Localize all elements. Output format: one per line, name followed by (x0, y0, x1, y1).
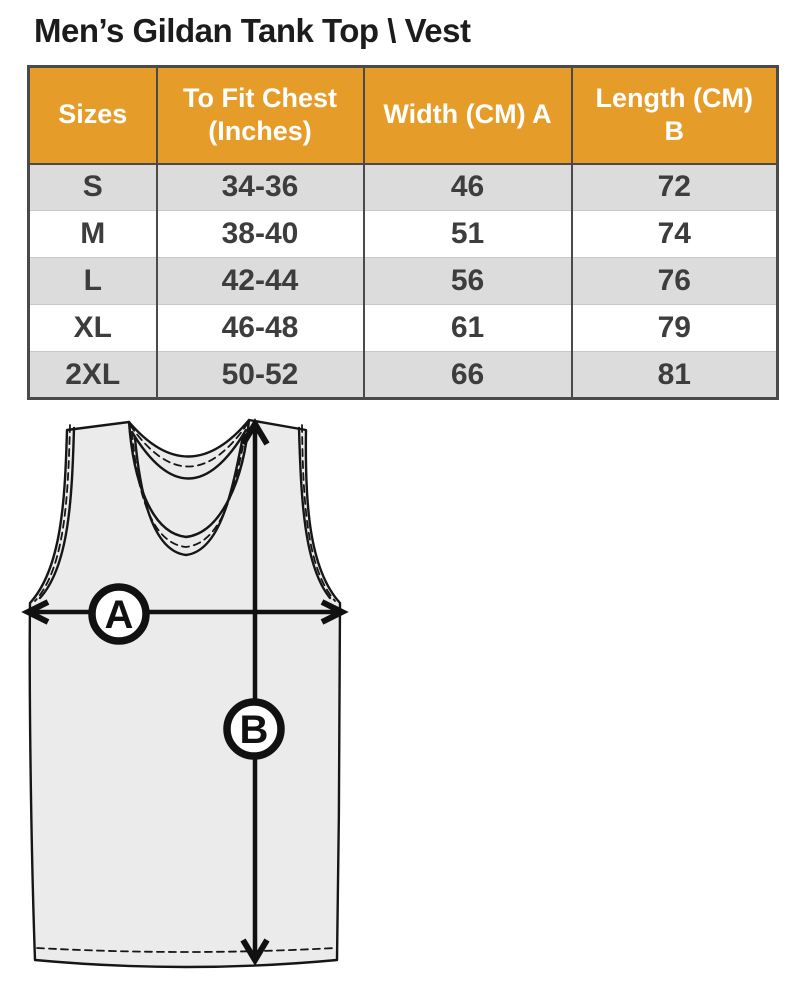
cell-size: L (29, 258, 157, 305)
cell-size: M (29, 211, 157, 258)
cell-chest_inches: 46-48 (157, 305, 364, 352)
table-row (29, 258, 778, 305)
width-label: A (104, 593, 134, 637)
cell-chest_inches: 34-36 (157, 164, 364, 211)
cell-length_cm: 72 (572, 164, 778, 211)
cell-length_cm: 74 (572, 211, 778, 258)
column-header-3: Length (CM) B (572, 67, 778, 164)
table-row (29, 164, 778, 211)
cell-chest_inches: 38-40 (157, 211, 364, 258)
cell-width_cm: 56 (364, 258, 572, 305)
cell-length_cm: 79 (572, 305, 778, 352)
cell-width_cm: 66 (364, 352, 572, 399)
table-row (29, 352, 778, 399)
cell-size: S (29, 164, 157, 211)
column-header-1: To Fit Chest (Inches) (157, 67, 364, 164)
cell-length_cm: 76 (572, 258, 778, 305)
size-chart-table (27, 65, 779, 400)
cell-chest_inches: 50-52 (157, 352, 364, 399)
cell-width_cm: 61 (364, 305, 572, 352)
cell-size: 2XL (29, 352, 157, 399)
column-header-0: Sizes (29, 67, 157, 164)
page-title: Men’s Gildan Tank Top \ Vest (34, 12, 471, 49)
table-body (29, 164, 778, 399)
cell-size: XL (29, 305, 157, 352)
column-header-2: Width (CM) A (364, 67, 572, 164)
table-row (29, 211, 778, 258)
length-label: B (239, 708, 269, 752)
tank-top-diagram (0, 408, 370, 985)
cell-width_cm: 51 (364, 211, 572, 258)
cell-length_cm: 81 (572, 352, 778, 399)
cell-chest_inches: 42-44 (157, 258, 364, 305)
cell-width_cm: 46 (364, 164, 572, 211)
table-row (29, 305, 778, 352)
header-row (29, 67, 778, 164)
